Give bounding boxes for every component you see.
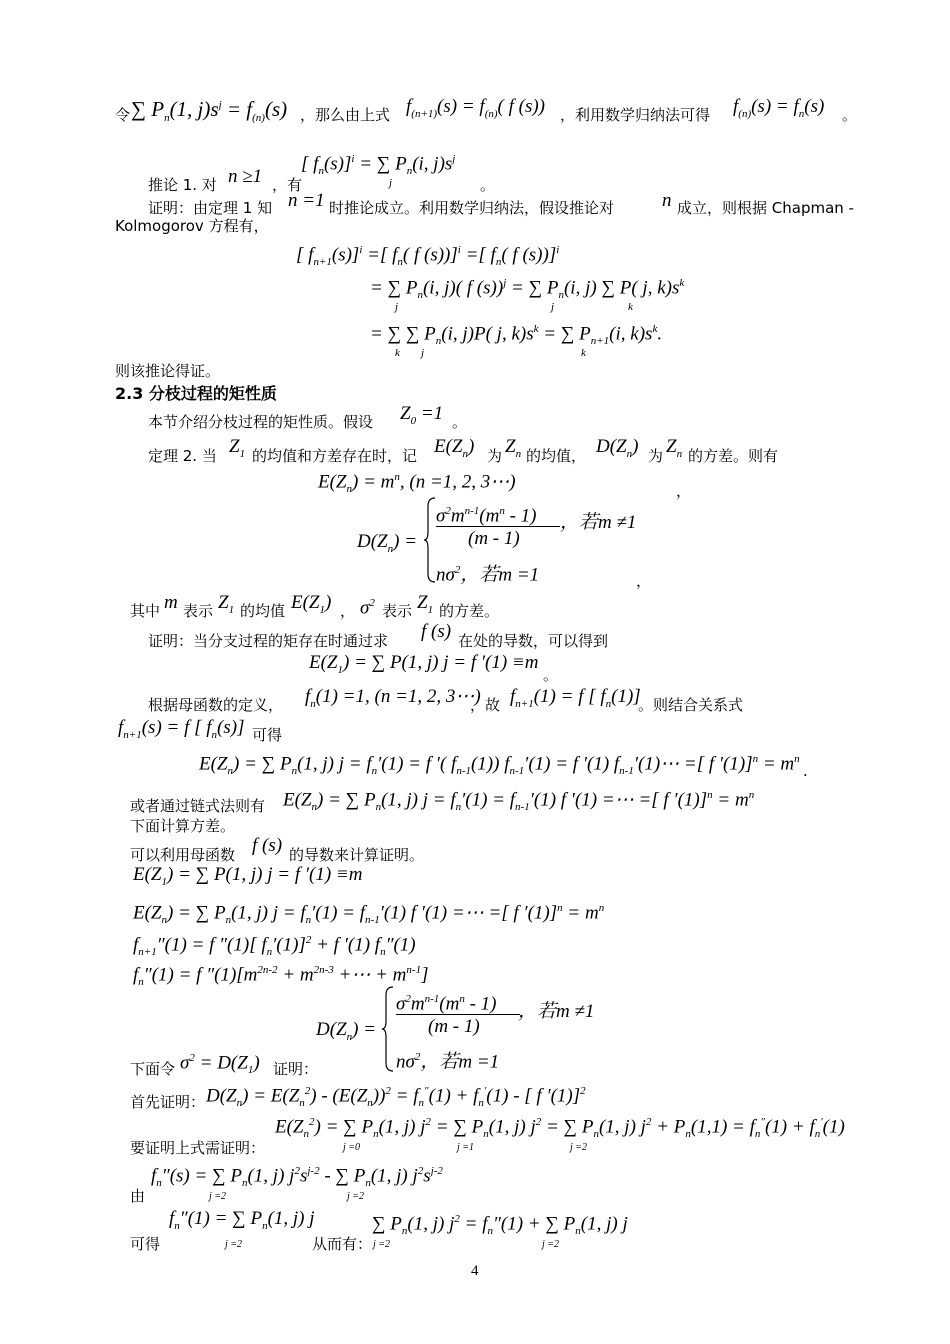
equation-line: $E(Z_n)$ = ∑ $P_n(1$, j) $j = f_n'(1) = f_{n-1}'(1)$ f ′(1) =⋯ =[ f $'(1)]^n = m^n$ bbox=[133, 902, 605, 927]
text: 根据母函数的定义， bbox=[148, 696, 284, 714]
text: 或者通过链式法则有 bbox=[130, 797, 266, 815]
fraction-bar bbox=[396, 1014, 520, 1015]
text: ，那么由上式 bbox=[300, 106, 391, 124]
math-inline: $Z_1$ bbox=[218, 592, 235, 616]
math-inline: $Z_1$ bbox=[229, 436, 246, 460]
variance-lhs: $D(Z_n)$ = bbox=[357, 531, 418, 555]
equation-line: $E(Z_1)$ = ∑ P(1, j) j = f ′(1) ≡m bbox=[133, 864, 363, 888]
equation-line: $f_n''(1) = f$ $''(1)[m^{2n-2} + m^{2n-3}$ +⋯ + $m^{n-1}$] bbox=[133, 964, 429, 989]
mean-equation: $E(Z_n) = m^n$, (n =1, 2, 3⋯) bbox=[318, 471, 516, 496]
text: 要证明上式需证明： bbox=[130, 1139, 266, 1157]
equation-line: = ∑ $P_n(i$, j)( f (s))$^j$ = ∑ $P_n(i$, j) ∑ P( j, $k)s^k$ bbox=[370, 277, 685, 302]
math-inline: f (s) bbox=[252, 835, 283, 856]
fraction-denominator: (m - 1) bbox=[428, 1016, 480, 1037]
math-inline: n ≥1 bbox=[228, 166, 263, 187]
text: ，故 bbox=[470, 696, 501, 714]
math-inline: $Z_0 =1$ bbox=[400, 403, 444, 427]
text: 的方差。则有 bbox=[688, 447, 779, 465]
text: Kolmogorov 方程有， bbox=[115, 217, 269, 235]
math-inline: $f_{n+1}(1) = f$ [ $f_n(1)$] bbox=[510, 686, 641, 710]
text: 为 bbox=[487, 447, 503, 465]
sum-index: j bbox=[395, 301, 399, 313]
text: 表示 bbox=[183, 602, 214, 620]
text: 。则结合关系式 bbox=[638, 696, 744, 714]
text: 其中 bbox=[130, 602, 161, 620]
text: 下面令 bbox=[130, 1060, 176, 1078]
text: 。 bbox=[452, 413, 468, 431]
text: 首先证明： bbox=[130, 1093, 206, 1111]
fraction-bar bbox=[436, 526, 560, 527]
equation-line: $E(Z_n)$ = ∑ $P_n(1$, j) $j = f_n'(1) = f$ ′( $f_{n-1}(1)$) $f_{n-1}'(1) = f$ ′(1) $f_{n-1}'(1)\cdots$ =[ f $'(1)]^n = m^n$ bbox=[199, 753, 800, 778]
page-number: 4 bbox=[471, 1263, 479, 1279]
text: 可以利用母函数 bbox=[130, 846, 236, 864]
sum-index: j =0 bbox=[343, 1142, 361, 1153]
text: 的均值和方差存在时，记 bbox=[252, 447, 418, 465]
text: 成立，则根据 Chapman - bbox=[677, 199, 854, 217]
case-value: $n\sigma^2$，若m =1 bbox=[396, 1051, 500, 1073]
left-brace-icon bbox=[381, 985, 395, 1073]
sum-index: j =2 bbox=[373, 1239, 391, 1250]
sum-index: j =2 bbox=[542, 1239, 560, 1250]
equation-line: $E(Z_1)$ = ∑ P(1, j) j = f ′(1) ≡m bbox=[309, 652, 539, 676]
math-inline: $E(Z_1)$ bbox=[291, 592, 332, 616]
text: ， bbox=[340, 602, 356, 620]
text: ， bbox=[676, 482, 692, 500]
equation-line: $E(Z_n^2)$ = ∑ $P_n(1$, j) $j^2$ = ∑ $P_n(1$, j) $j^2$ = ∑ $P_n(1$, j) $j^2 + P_n(1,1) = f_n''(1) + f_n'(1)$ bbox=[275, 1116, 845, 1141]
theorem-label: 定理 2. 当 bbox=[148, 447, 217, 465]
math-inline: n bbox=[662, 190, 672, 211]
case-condition: ，若m ≠1 bbox=[560, 512, 637, 533]
text: 时推论成立。利用数学归纳法，假设推论对 bbox=[329, 199, 615, 217]
text: 表示 bbox=[382, 602, 413, 620]
text: . bbox=[803, 762, 808, 780]
corollary-label: 推论 1. 对 bbox=[148, 176, 217, 194]
sum-index: j bbox=[421, 347, 425, 359]
sum-index: k bbox=[628, 301, 633, 313]
case-condition: ，若m ≠1 bbox=[518, 1001, 595, 1022]
text: 为 bbox=[648, 447, 664, 465]
result-expression: $f_{(n)}(s) = f_n(s)$ bbox=[733, 96, 825, 120]
section-heading: 2.3 分枝过程的矩性质 bbox=[115, 384, 277, 403]
equation-line: $D(Z_n) = E(Z_n^2) - (E(Z_n))^2 = f_n''(1) + f_n'(1)$ - [ f ′(1)]$^2$ bbox=[206, 1085, 586, 1110]
text: 本节介绍分枝过程的矩性质。假设 bbox=[148, 413, 374, 431]
variance-lhs: $D(Z_n)$ = bbox=[316, 1019, 377, 1043]
text: 可得 bbox=[130, 1235, 161, 1253]
text: 令 bbox=[115, 106, 131, 124]
equation-line: ∑ $P_n(1$, j) $j^2 = f_n''(1)$ + ∑ $P_n(1$, j) j bbox=[372, 1213, 628, 1238]
text: 则该推论得证。 bbox=[115, 362, 221, 380]
equation-line: $f_n''(s)$ = ∑ $P_n(1$, j) $j^2s^{j-2}$ - ∑ $P_n(1$, j) $j^2s^{j-2}$ bbox=[151, 1165, 443, 1190]
text: 的方差。 bbox=[439, 602, 500, 620]
sum-index: j =1 bbox=[457, 1142, 475, 1153]
math-inline: $Z_n$ bbox=[505, 436, 522, 460]
fraction-denominator: (m - 1) bbox=[468, 528, 520, 549]
math-inline: $Z_n$ bbox=[666, 436, 683, 460]
math-inline: $Z_1$ bbox=[417, 592, 434, 616]
text: 可得 bbox=[252, 726, 283, 744]
math-inline: f (s) bbox=[421, 621, 452, 642]
sum-index: k bbox=[581, 347, 586, 359]
text: 证明：当分支过程的矩存在时通过求 bbox=[148, 632, 389, 650]
math-inline: $\sigma^2$ bbox=[360, 597, 375, 619]
sum-index: j =2 bbox=[225, 1239, 243, 1250]
corollary-equation: [ $f_n(s)]^i$ = ∑ $P_n(i$, $j)s^j$ bbox=[301, 153, 456, 178]
text: ，有 bbox=[272, 176, 303, 194]
left-brace-icon bbox=[423, 496, 437, 584]
text: 从而有： bbox=[312, 1235, 373, 1253]
math-inline: n =1 bbox=[288, 190, 325, 211]
text: 在处的导数，可以得到 bbox=[458, 632, 609, 650]
math-inline: m bbox=[164, 592, 178, 613]
recursion-expression: $f_{(n+1)}(s) = f_{(n)}$( f (s)) bbox=[406, 96, 545, 120]
math-inline: $\sigma^2 = D(Z_1)$ bbox=[180, 1052, 260, 1077]
equation-line: [ $f_{n+1}(s)]^i$ =[ $f_n$( f (s))]$^i$ =[ $f_n$( f (s))]$^i$ bbox=[296, 244, 560, 269]
math-inline: $D(Z_n)$ bbox=[596, 436, 639, 460]
sum-index: k bbox=[395, 347, 400, 359]
math-inline: $f_{n+1}(s) = f$ [ $f_n(s)$] bbox=[118, 717, 245, 741]
text: 。 bbox=[480, 176, 496, 194]
equation-line: = ∑ ∑ $P_n(i$, j)P( j, $k)s^k$ = ∑ $P_{n+1}(i$, $k)s^k$. bbox=[370, 323, 663, 348]
sum-index: j =2 bbox=[209, 1191, 227, 1202]
text: 的均值 bbox=[240, 602, 286, 620]
text: 。 bbox=[543, 666, 559, 684]
sum-index: j bbox=[389, 177, 393, 189]
equation-line: $f_{n+1}''(1) = f$ ″(1)[ $f_n'(1)]^2 + f$ ′(1) $f_n''(1)$ bbox=[133, 934, 416, 959]
text: 证明： bbox=[273, 1060, 319, 1078]
text: 的导数来计算证明。 bbox=[289, 846, 425, 864]
fraction-numerator: $\sigma^2m^{n-1}(m^n - 1)$ bbox=[396, 993, 497, 1015]
text: ， bbox=[636, 572, 652, 590]
text: 。 bbox=[842, 106, 858, 124]
sum-index: j =2 bbox=[570, 1142, 588, 1153]
fraction-numerator: $\sigma^2m^{n-1}(m^n - 1)$ bbox=[436, 505, 537, 527]
math-inline: $E(Z_n)$ bbox=[434, 436, 475, 460]
equation-line: $f_n''(1)$ = ∑ $P_n(1$, j) j bbox=[169, 1208, 315, 1232]
math-inline: $f_n(1) =1$, (n =1, 2, 3⋯) bbox=[305, 686, 481, 710]
text: ，利用数学归纳法可得 bbox=[560, 106, 711, 124]
equation-line: $E(Z_n)$ = ∑ $P_n(1$, j) $j = f_n'(1) = f_{n-1}'(1)$ f ′(1) =⋯ =[ f $'(1)]^n = m^n$ bbox=[283, 789, 755, 814]
text: 的均值， bbox=[526, 447, 587, 465]
text: 下面计算方差。 bbox=[130, 817, 236, 835]
case-value: $n\sigma^2$，若m =1 bbox=[436, 564, 540, 586]
text: 由 bbox=[130, 1187, 146, 1205]
text: 证明：由定理 1 知 bbox=[148, 199, 273, 217]
sum-index: j =2 bbox=[347, 1191, 365, 1202]
sum-expression: ∑ $P_n(1$, $j)s^j = f_{(n)}(s)$ bbox=[131, 97, 288, 125]
sum-index: j bbox=[551, 301, 555, 313]
